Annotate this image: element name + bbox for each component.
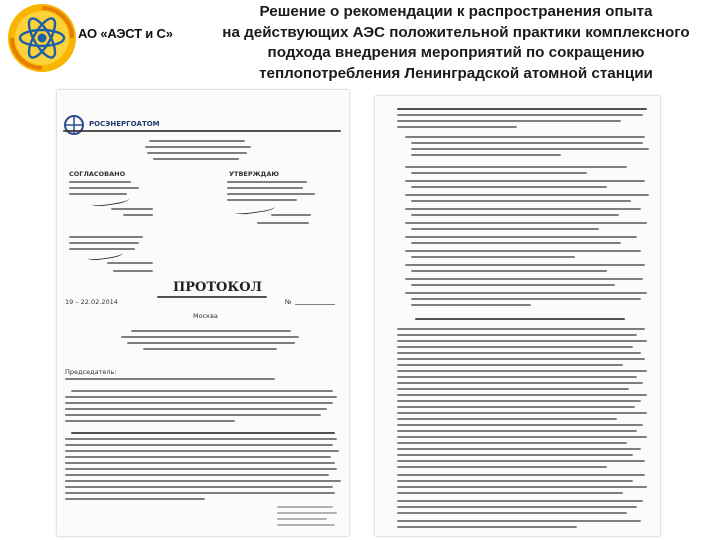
slide-header [0,0,720,86]
protocol-place: Москва [193,312,218,320]
title-line: подхода внедрения мероприятий по сокращению [267,44,645,61]
title-line: на действующих АЭС положительной практики комплексного [222,23,690,41]
title-line: Решение о рекомендации к распространения опыта [259,3,653,20]
protocol-date: 19 – 22.02.2014 [65,298,118,306]
company-logo-icon [6,2,78,74]
protocol-number: № [285,298,292,306]
agreed-label: СОГЛАСОВАНО [69,170,126,178]
protocol-page-scan [57,90,349,536]
slide-title [200,2,712,84]
org-name: РОСЭНЕРГОАТОМ [89,120,160,128]
chairman-label: Председатель: [65,368,117,376]
company-name: АО «АЭСТ и С» [78,26,173,41]
protocol-continuation-page-scan [375,96,660,536]
approved-label: УТВЕРЖДАЮ [229,170,280,178]
rosenergoatom-logo-icon [61,114,87,136]
title-line: теплопотребления Ленинградской атомной станции [259,64,653,82]
protocol-title: ПРОТОКОЛ [173,280,263,295]
